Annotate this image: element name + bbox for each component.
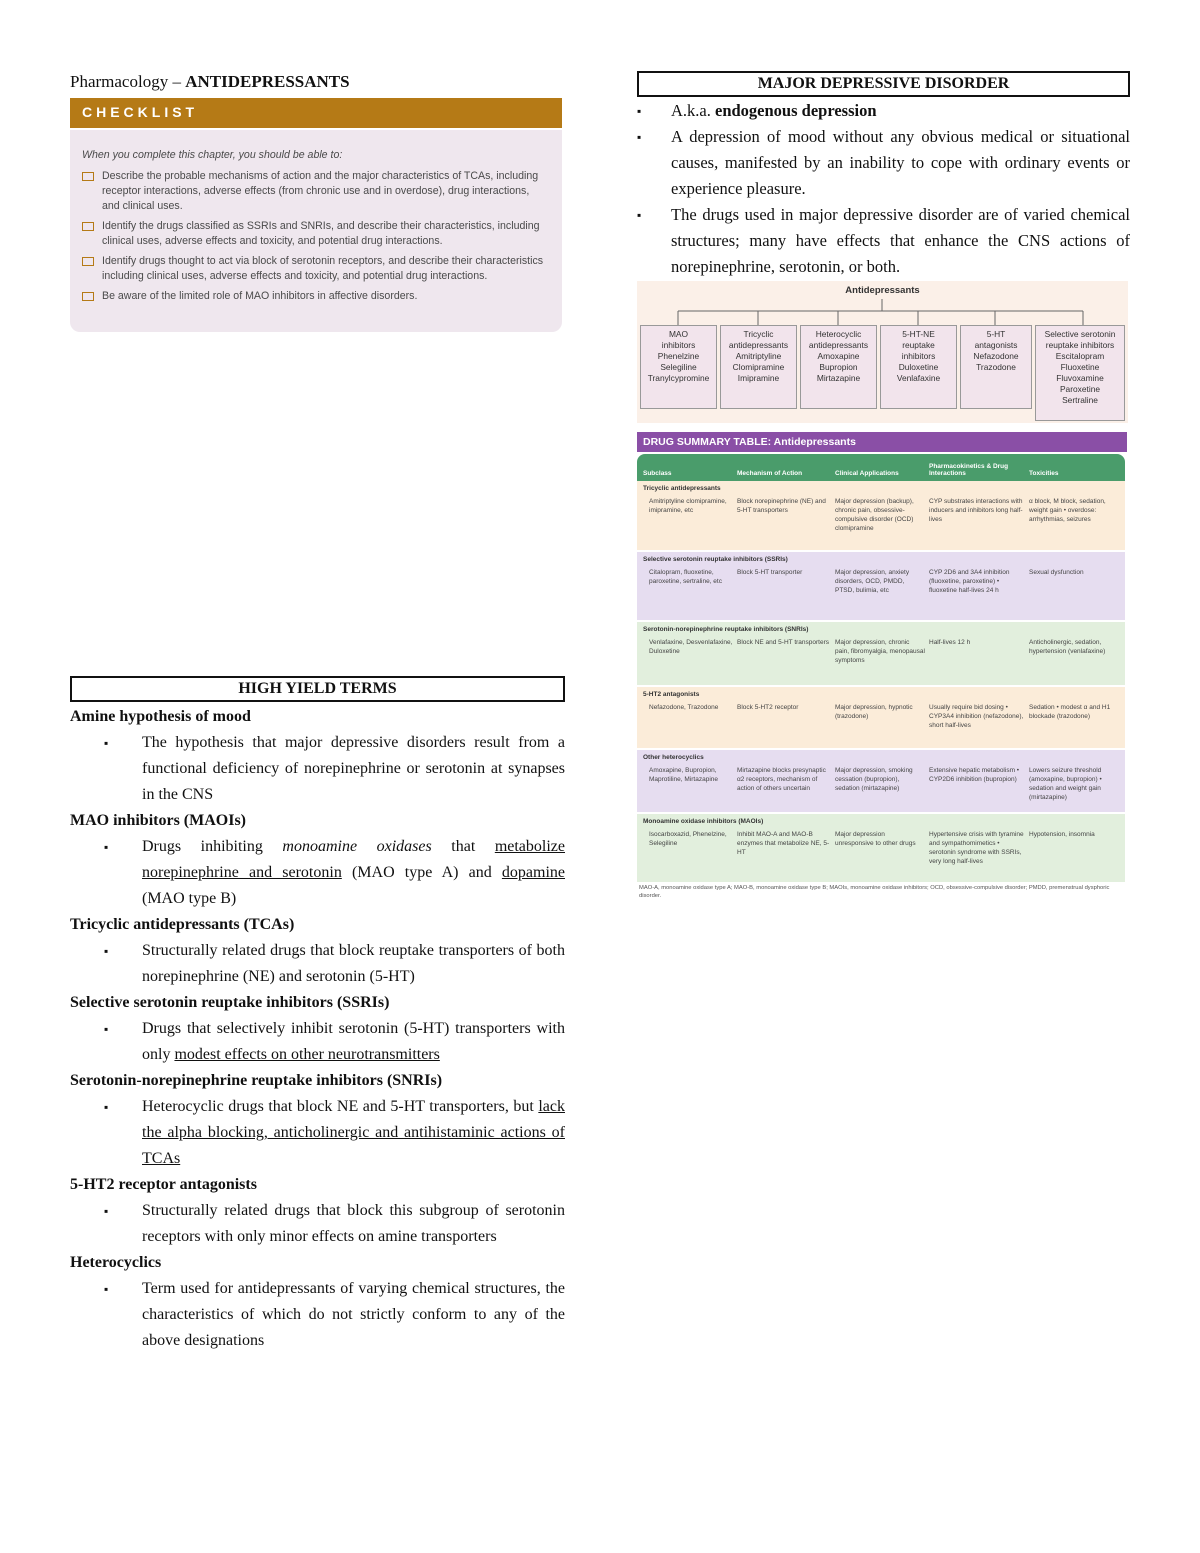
- list-item: ▪ A depression of mood without any obvious medical or situational causes, manifested by an inability to cope with ordinary events or experience pleasure.: [637, 124, 1130, 202]
- bullet-icon: ▪: [104, 736, 109, 750]
- bullet-icon: ▪: [104, 1282, 109, 1296]
- checklist-item: [82, 254, 548, 284]
- mdd-bullet-list: [637, 98, 1130, 280]
- drug-summary-table: [637, 432, 1127, 899]
- table-cell: Amitriptyline clomipramine, imipramine, etc: [649, 498, 727, 514]
- checklist-box: [70, 130, 562, 332]
- term-title: Amine hypothesis of mood: [70, 708, 251, 725]
- term-title: Selective serotonin reuptake inhibitors (SSRIs): [70, 994, 390, 1011]
- class-box-heterocyclic: [800, 325, 877, 409]
- class-box-mao: [640, 325, 717, 409]
- table-cell: Block NE and 5-HT transporters: [737, 639, 829, 646]
- definition-text: Drugs that selectively inhibit serotonin (5-HT) transporters with only modest effects on other neurotransmitters: [142, 1020, 565, 1063]
- class-box-line: Amitriptyline: [735, 351, 782, 361]
- table-cell: α block, M block, sedation, weight gain • overdose: arrhythmias, seizures: [1029, 498, 1106, 523]
- table-group: [637, 750, 1125, 812]
- list-item: ▪ A.k.a. endogenous depression: [637, 98, 1130, 124]
- class-box-line: Bupropion: [819, 362, 858, 372]
- class-box-line: Nefazodone: [973, 351, 1019, 361]
- group-title: Serotonin-norepinephrine reuptake inhibitors (SNRIs): [643, 626, 809, 633]
- table-header: [637, 454, 1125, 481]
- class-box-line: Clomipramine: [732, 362, 785, 372]
- high-yield-terms-header: HIGH YIELD TERMS: [70, 676, 565, 702]
- table-cell: Block norepinephrine (NE) and 5-HT transporters: [737, 498, 826, 514]
- class-box-line: Heterocyclic: [815, 329, 862, 339]
- class-box-line: Venlafaxine: [896, 373, 941, 383]
- class-box-line: Tricyclic: [743, 329, 774, 339]
- table-group: [637, 687, 1125, 748]
- term-title: 5-HT2 receptor antagonists: [70, 1176, 257, 1193]
- table-cell: Sedation • modest α and H1 blockade (trazodone): [1029, 704, 1111, 720]
- bullet-icon: ▪: [104, 1022, 109, 1036]
- bullet-icon: ▪: [104, 1100, 109, 1114]
- class-box-tricyclic: [720, 325, 797, 409]
- class-box-5ht-ne: [880, 325, 957, 409]
- class-box-line: Tranylcypromine: [647, 373, 710, 383]
- group-title: Other heterocyclics: [643, 754, 704, 761]
- checklist-item: [82, 219, 548, 249]
- checklist-item-text: Identify drugs thought to act via block of serotonin receptors, and describe their characteristics including clinical uses, adverse effects and toxicity, and potential drug interactions.: [102, 255, 544, 283]
- group-title: 5-HT2 antagonists: [643, 691, 700, 698]
- class-box-line: MAO: [668, 329, 689, 339]
- antidepressant-classification-diagram: [637, 281, 1128, 423]
- checklist-item: [82, 169, 548, 214]
- term-definition: [70, 1094, 565, 1172]
- table-cell: Block 5-HT2 receptor: [737, 704, 799, 711]
- checklist-item-text: Be aware of the limited role of MAO inhibitors in affective disorders.: [102, 290, 418, 303]
- document-title: [70, 72, 350, 92]
- table-cell: Citalopram, fluoxetine, paroxetine, sertraline, etc: [649, 569, 722, 585]
- class-box-line: Paroxetine: [1059, 384, 1101, 394]
- term-title: MAO inhibitors (MAOIs): [70, 812, 246, 829]
- group-title: Monoamine oxidase inhibitors (MAOIs): [643, 818, 764, 825]
- term-title: Heterocyclics: [70, 1254, 162, 1271]
- table-cell: Lowers seizure threshold (amoxapine, bupropion) • sedation and weight gain (mirtazapine): [1029, 767, 1102, 801]
- class-box-ssri: [1035, 325, 1125, 421]
- class-box-line: reuptake: [902, 340, 935, 350]
- column-header: Mechanism of Action: [737, 470, 803, 477]
- table-cell: Venlafaxine, Desvenlafaxine, Duloxetine: [649, 639, 733, 655]
- bullet-icon: ▪: [104, 1204, 109, 1218]
- checkbox-icon: [82, 257, 94, 266]
- checklist-intro: When you complete this chapter, you should be able to:: [82, 149, 343, 161]
- title-main: ANTIDEPRESSANTS: [185, 72, 350, 91]
- term-definition: [70, 1198, 565, 1250]
- class-box-line: inhibitors: [661, 340, 696, 350]
- class-box-line: reuptake inhibitors: [1045, 340, 1115, 350]
- class-box-line: antidepressants: [728, 340, 789, 350]
- class-box-line: 5-HT: [986, 329, 1006, 339]
- checkbox-icon: [82, 292, 94, 301]
- major-depressive-disorder-header: MAJOR DEPRESSIVE DISORDER: [637, 71, 1130, 97]
- table-cell: Anticholinergic, sedation, hypertension (venlafaxine): [1029, 639, 1106, 655]
- class-box-line: Selegiline: [660, 362, 697, 372]
- column-header: Subclass: [643, 470, 672, 477]
- class-box-line: Phenelzine: [657, 351, 700, 361]
- checklist-header: CHECKLIST: [70, 98, 562, 128]
- definition-text: The hypothesis that major depressive disorders result from a functional deficiency of norepinephrine or serotonin at synapses in the CNS: [142, 734, 565, 803]
- table-cell: Major depression, smoking cessation (bupropion), sedation (mirtazapine): [835, 767, 913, 792]
- term-definition: [70, 938, 565, 990]
- table-cell: Inhibit MAO-A and MAO-B enzymes that metabolize NE, 5-HT: [737, 831, 830, 856]
- definition-text: Heterocyclic drugs that block NE and 5-HT transporters, but lack the alpha blocking, anticholinergic and antihistaminic actions of TCAs: [142, 1098, 565, 1167]
- bullet-icon: ▪: [637, 104, 642, 118]
- checkbox-icon: [82, 172, 94, 181]
- group-title: Selective serotonin reuptake inhibitors (SSRIs): [643, 556, 788, 563]
- column-header: Pharmacokinetics & Drug Interactions: [929, 463, 1009, 477]
- checklist-item-text: Identify the drugs classified as SSRIs and SNRIs, and describe their characteristics, including clinical uses, adverse effects and toxicity, and potential drug interactions.: [102, 220, 540, 248]
- table-group: [637, 481, 1125, 550]
- table-group: [637, 622, 1125, 685]
- checkbox-icon: [82, 222, 94, 231]
- column-header: Clinical Applications: [835, 470, 899, 477]
- term-title: Tricyclic antidepressants (TCAs): [70, 916, 295, 933]
- table-cell: Extensive hepatic metabolism • CYP2D6 inhibition (bupropion): [929, 767, 1020, 783]
- table-cell: Nefazodone, Trazodone: [649, 704, 719, 711]
- table-cell: Block 5-HT transporter: [737, 569, 803, 576]
- class-box-line: Fluvoxamine: [1056, 373, 1104, 383]
- bullet-icon: ▪: [104, 840, 109, 854]
- table-cell: Half-lives 12 h: [929, 639, 971, 646]
- table-cell: Major depression, anxiety disorders, OCD, PMDD, PTSD, bulimia, etc: [835, 569, 910, 594]
- class-box-line: Trazodone: [976, 362, 1016, 372]
- table-cell: Sexual dysfunction: [1029, 569, 1084, 576]
- term-title: Serotonin-norepinephrine reuptake inhibitors (SNRIs): [70, 1072, 443, 1089]
- table-cell: CYP 2D6 and 3A4 inhibition (fluoxetine, paroxetine) • fluoxetine half-lives 24 h: [929, 569, 1010, 594]
- column-header: Toxicities: [1029, 470, 1059, 477]
- title-prefix: Pharmacology –: [70, 72, 186, 91]
- term-definition: [70, 1276, 565, 1354]
- definition-text: Term used for antidepressants of varying chemical structures, the characteristics of which do not strictly conform to any of the above designations: [142, 1280, 565, 1349]
- table-cell: Major depression, hypnotic (trazodone): [835, 704, 913, 720]
- term-definition: [70, 834, 565, 912]
- table-cell: Hypertensive crisis with tyramine and sympathomimetics • serotonin syndrome with SSRIs, very long half-lives: [929, 831, 1024, 865]
- bullet-icon: ▪: [104, 944, 109, 958]
- table-group: [637, 814, 1125, 882]
- class-box-line: 5-HT-NE: [902, 329, 935, 339]
- class-box-line: Selective serotonin: [1044, 329, 1116, 339]
- table-cell: Usually require bid dosing • CYP3A4 inhibition (nefazodone), short half-lives: [929, 704, 1024, 729]
- definition-text: Drugs inhibiting monoamine oxidases that metabolize norepinephrine and serotonin (MAO type A) and dopamine (MAO type B): [142, 838, 565, 907]
- table-group: [637, 552, 1125, 620]
- diagram-title: Antidepressants: [845, 285, 920, 296]
- table-cell: Amoxapine, Bupropion, Maprotiline, Mirtazapine: [649, 767, 719, 783]
- table-cell: Major depression unresponsive to other drugs: [835, 831, 916, 847]
- term-definition: [70, 730, 565, 808]
- class-box-line: Duloxetine: [898, 362, 939, 372]
- high-yield-terms: [70, 704, 565, 1354]
- bullet-icon: ▪: [637, 130, 642, 144]
- class-box-line: antidepressants: [808, 340, 869, 350]
- class-box-5ht-antagonists: [960, 325, 1032, 409]
- class-box-line: antagonists: [974, 340, 1018, 350]
- term-definition: [70, 1016, 565, 1068]
- class-box-line: inhibitors: [901, 351, 936, 361]
- checklist-item: [82, 289, 548, 304]
- definition-text: Structurally related drugs that block reuptake transporters of both norepinephrine (NE) and serotonin (5-HT): [142, 942, 565, 985]
- table-cell: Mirtazapine blocks presynaptic α2 receptors, mechanism of action of others uncertain: [737, 767, 826, 792]
- class-box-line: Mirtazapine: [816, 373, 861, 383]
- table-title: DRUG SUMMARY TABLE: Antidepressants: [637, 432, 1127, 452]
- table-cell: Hypotension, insomnia: [1029, 831, 1095, 838]
- table-cell: Isocarboxazid, Phenelzine, Selegiline: [649, 831, 727, 847]
- table-cell: Major depression, chronic pain, fibromyalgia, menopausal symptoms: [835, 639, 925, 664]
- class-box-line: Imipramine: [737, 373, 780, 383]
- table-cell: Major depression (backup), chronic pain, obsessive-compulsive disorder (OCD) clomipramine: [835, 498, 914, 532]
- group-title: Tricyclic antidepressants: [643, 485, 721, 492]
- class-box-line: Escitalopram: [1055, 351, 1105, 361]
- class-box-line: Amoxapine: [817, 351, 860, 361]
- definition-text: Structurally related drugs that block this subgroup of serotonin receptors with only minor effects on amine transporters: [142, 1202, 565, 1245]
- list-item: ▪ The drugs used in major depressive disorder are of varied chemical structures; many have effects that enhance the CNS actions of norepinephrine, serotonin, or both.: [637, 202, 1130, 280]
- checklist-item-text: Describe the probable mechanisms of action and the major characteristics of TCAs, including receptor interactions, adverse effects (from chronic use and in overdose), drug interactions, and clinical uses.: [102, 170, 539, 213]
- bullet-icon: ▪: [637, 208, 642, 222]
- table-cell: CYP substrates interactions with inducers and inhibitors long half-lives: [929, 498, 1023, 523]
- table-footnote: MAO-A, monoamine oxidase type A; MAO-B, monoamine oxidase type B; MAOIs, monoamine oxidase inhibitors; OCD, obsessive-compulsive disorder; PMDD, premenstrual dysphoric disorder.: [639, 885, 1110, 899]
- class-box-line: Fluoxetine: [1060, 362, 1100, 372]
- class-box-line: Sertraline: [1062, 395, 1098, 405]
